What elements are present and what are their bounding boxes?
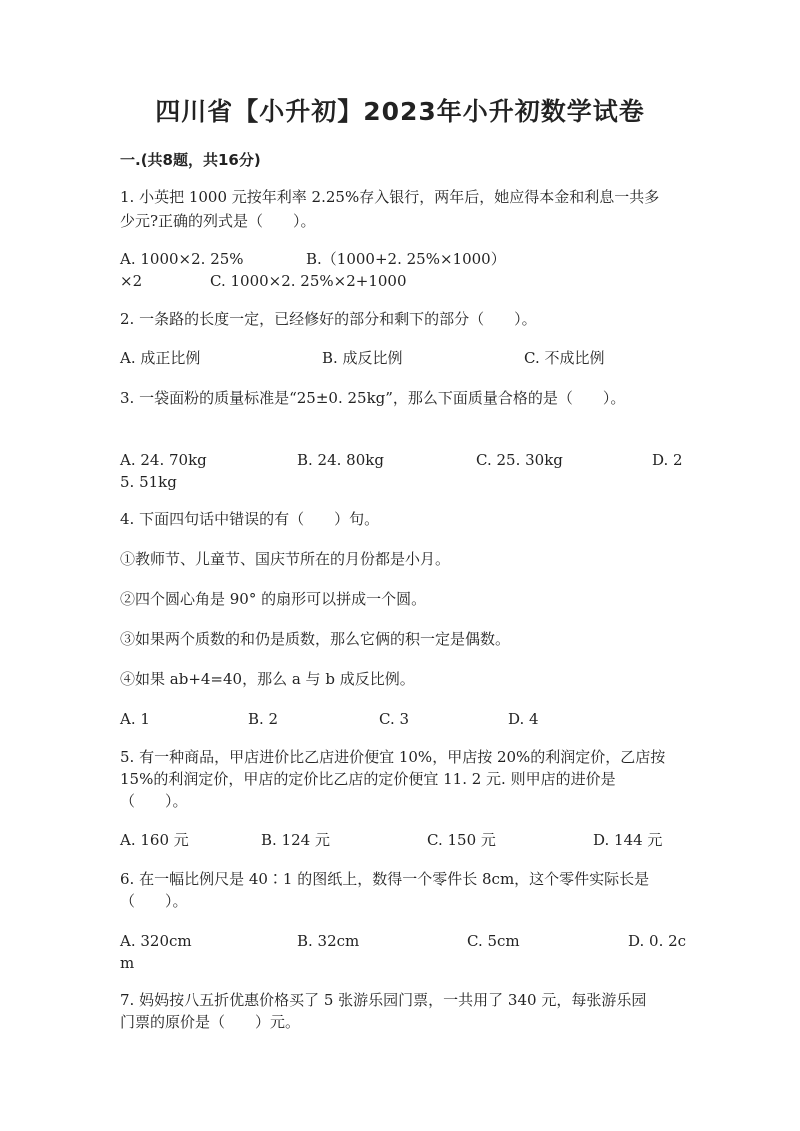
question-6-line-1: 6. 在一幅比例尺是 40∶1 的图纸上，数得一个零件长 8cm，这个零件实际长是 bbox=[120, 870, 650, 888]
question-5-option-d: D. 144 元 bbox=[593, 831, 663, 849]
question-3-text: 3. 一袋面粉的质量标准是“25±0. 25kg”，那么下面质量合格的是（ ）。 bbox=[120, 389, 626, 407]
question-4-option-c: C. 3 bbox=[379, 710, 410, 728]
question-3-option-b: B. 24. 80kg bbox=[297, 451, 384, 469]
question-1-option-a: A. 1000×2. 25% bbox=[120, 250, 244, 268]
question-5-option-c: C. 150 元 bbox=[427, 831, 496, 849]
section-heading: 一.(共8题，共16分) bbox=[120, 151, 261, 169]
question-6-option-a: A. 320cm bbox=[120, 932, 192, 950]
question-1-option-b: B.（1000+2. 25%×1000） bbox=[306, 250, 506, 268]
question-4-statement-2: ②四个圆心角是 90° 的扇形可以拼成一个圆。 bbox=[120, 590, 427, 608]
question-3-option-d-cont: 5. 51kg bbox=[120, 473, 177, 491]
question-5-option-a: A. 160 元 bbox=[120, 831, 189, 849]
question-3-option-c: C. 25. 30kg bbox=[476, 451, 563, 469]
question-1-line-1: 1. 小英把 1000 元按年利率 2.25%存入银行，两年后，她应得本金和利息一共多 bbox=[120, 188, 660, 206]
question-4-statement-3: ③如果两个质数的和仍是质数，那么它俩的积一定是偶数。 bbox=[120, 630, 511, 648]
question-5-option-b: B. 124 元 bbox=[261, 831, 330, 849]
question-4-statement-1: ①教师节、儿童节、国庆节所在的月份都是小月。 bbox=[120, 550, 451, 568]
question-1-option-b-cont: ×2 bbox=[120, 272, 143, 290]
question-4-option-d: D. 4 bbox=[508, 710, 539, 728]
question-2-option-a: A. 成正比例 bbox=[120, 349, 201, 367]
page-title: 四川省【小升初】2023年小升初数学试卷 bbox=[155, 97, 645, 126]
question-6-option-d-cont: m bbox=[120, 954, 135, 972]
question-2-text: 2. 一条路的长度一定，已经修好的部分和剩下的部分（ ）。 bbox=[120, 310, 537, 328]
question-2-option-c: C. 不成比例 bbox=[524, 349, 605, 367]
question-3-option-a: A. 24. 70kg bbox=[120, 451, 207, 469]
question-4-statement-4: ④如果 ab+4=40，那么 a 与 b 成反比例。 bbox=[120, 670, 415, 688]
question-1-line-2: 少元?正确的列式是（ ）。 bbox=[120, 212, 316, 230]
question-6-option-c: C. 5cm bbox=[467, 932, 520, 950]
question-3-option-d: D. 2 bbox=[652, 451, 683, 469]
question-6-option-b: B. 32cm bbox=[297, 932, 360, 950]
question-2-option-b: B. 成反比例 bbox=[322, 349, 403, 367]
question-4-option-a: A. 1 bbox=[120, 710, 150, 728]
question-5-line-3: （ ）。 bbox=[120, 792, 188, 810]
question-6-option-d: D. 0. 2c bbox=[628, 932, 687, 950]
question-5-line-1: 5. 有一种商品，甲店进价比乙店进价便宜 10%，甲店按 20%的利润定价，乙店按 bbox=[120, 748, 666, 766]
question-4-option-b: B. 2 bbox=[248, 710, 279, 728]
question-7-line-1: 7. 妈妈按八五折优惠价格买了 5 张游乐园门票，一共用了 340 元，每张游乐园 bbox=[120, 991, 647, 1009]
question-1-option-c: C. 1000×2. 25%×2+1000 bbox=[210, 272, 407, 290]
question-4-text: 4. 下面四句话中错误的有（ ）句。 bbox=[120, 510, 380, 528]
question-5-line-2: 15%的利润定价，甲店的定价比乙店的定价便宜 11. 2 元. 则甲店的进价是 bbox=[120, 770, 616, 788]
question-6-line-2: （ ）。 bbox=[120, 892, 188, 910]
question-7-line-2: 门票的原价是（ ）元。 bbox=[120, 1013, 301, 1031]
